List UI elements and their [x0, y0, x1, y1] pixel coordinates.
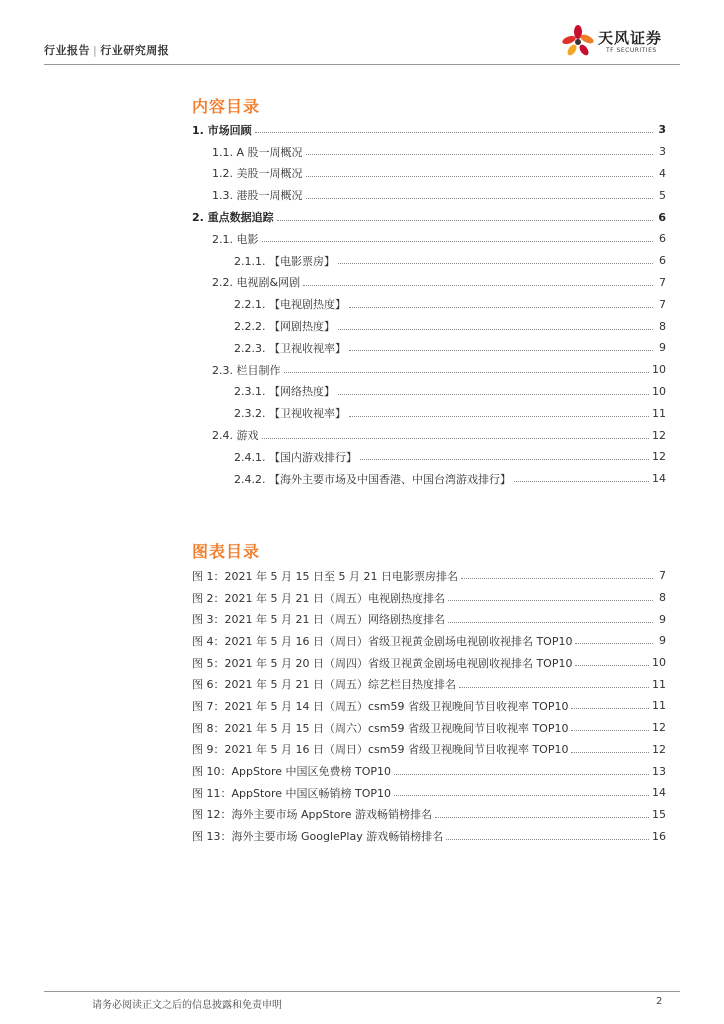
figure-entry[interactable] — [192, 739, 666, 761]
toc-entry-label: 2. 重点数据追踪 — [192, 211, 274, 225]
figure-entry-page: 16 — [652, 829, 666, 843]
figure-leader-dots — [394, 795, 649, 796]
header-divider — [44, 64, 680, 65]
toc-entry-page: 11 — [652, 406, 666, 420]
figure-entry[interactable] — [192, 825, 666, 847]
figure-entry-label: 图 7：2021 年 5 月 14 日（周五）csm59 省级卫视晚间节目收视率 TOP10 — [192, 699, 569, 713]
figure-entry-page: 7 — [659, 569, 666, 583]
logo-chinese-name: 天风证券 — [598, 29, 663, 47]
toc-leader-dots — [360, 459, 649, 460]
toc-entry-page: 12 — [652, 450, 666, 464]
toc-entry-label: 1.3. 港股一周概况 — [212, 189, 303, 203]
toc-entry-page: 6 — [658, 210, 666, 224]
toc-entry-label: 2.4.1. 【国内游戏排行】 — [234, 450, 357, 464]
toc-leader-dots — [284, 372, 650, 373]
toc-entry-page: 6 — [659, 232, 666, 246]
figure-entry-label: 图 5：2021 年 5 月 20 日（周四）省级卫视黄金剧场电视剧收视排名 TOP10 — [192, 656, 573, 670]
toc-entry[interactable] — [192, 424, 666, 446]
figure-entry-page: 9 — [659, 634, 666, 648]
figure-leader-dots — [459, 687, 649, 688]
toc-leader-dots — [306, 154, 653, 155]
toc-entry-page: 9 — [659, 341, 666, 355]
figures-title: 图表目录 — [192, 542, 261, 561]
figure-leader-dots — [575, 665, 649, 666]
toc-entry-label: 2.2.2. 【网剧热度】 — [234, 320, 335, 334]
toc-entry[interactable] — [192, 446, 666, 468]
figure-entry-page: 8 — [659, 591, 666, 605]
figure-entry-label: 图 9：2021 年 5 月 16 日（周日）csm59 省级卫视晚间节目收视率 TOP10 — [192, 743, 569, 757]
toc-entry-label: 2.4.2. 【海外主要市场及中国香港、中国台湾游戏排行】 — [234, 472, 511, 486]
toc-entry-page: 8 — [659, 319, 666, 333]
figure-leader-dots — [571, 730, 649, 731]
toc-leader-dots — [262, 438, 650, 439]
toc-entry-page: 10 — [652, 384, 666, 398]
figure-entry[interactable] — [192, 565, 666, 587]
toc-entry-page: 5 — [659, 188, 666, 202]
toc-entry-page: 3 — [659, 145, 666, 159]
toc-entry-page: 10 — [652, 363, 666, 377]
toc-entry[interactable] — [192, 468, 666, 490]
toc-entry[interactable] — [192, 184, 666, 206]
figure-entry[interactable] — [192, 630, 666, 652]
toc-leader-dots — [338, 394, 649, 395]
toc-entry-page: 14 — [652, 472, 666, 486]
toc-leader-dots — [514, 481, 649, 482]
toc-entry[interactable] — [192, 359, 666, 381]
toc-leader-dots — [349, 350, 653, 351]
toc-entry-label: 2.3.2. 【卫视收视率】 — [234, 407, 346, 421]
header-breadcrumb: 行业报告 | 行业研究周报 — [44, 44, 170, 57]
toc-entry[interactable] — [192, 272, 666, 294]
figure-entry-page: 9 — [659, 612, 666, 626]
toc-entry-label: 1. 市场回顾 — [192, 123, 252, 137]
toc-entry-label: 2.2. 电视剧&网剧 — [212, 276, 301, 290]
figure-entry-page: 10 — [652, 656, 666, 670]
flower-logo-icon — [560, 24, 596, 58]
figure-entry[interactable] — [192, 587, 666, 609]
toc-entry[interactable] — [192, 381, 666, 403]
toc-title: 内容目录 — [192, 97, 261, 116]
toc-entry-page: 12 — [652, 428, 666, 442]
figure-entry-page: 12 — [652, 721, 666, 735]
logo-english-name: TF SECURITIES — [606, 47, 657, 54]
toc-leader-dots — [306, 176, 654, 177]
figure-entry[interactable] — [192, 782, 666, 804]
page-number: 2 — [656, 996, 663, 1007]
figure-leader-dots — [575, 643, 653, 644]
figure-entry[interactable] — [192, 695, 666, 717]
toc-entry-label: 2.4. 游戏 — [212, 429, 259, 443]
figure-entry-label: 图 1：2021 年 5 月 15 日至 5 月 21 日电影票房排名 — [192, 569, 458, 583]
figure-entry-page: 13 — [652, 764, 666, 778]
toc-entry[interactable] — [192, 337, 666, 359]
toc-entry-label: 2.1.1. 【电影票房】 — [234, 254, 335, 268]
toc-entry[interactable] — [192, 206, 666, 228]
figure-leader-dots — [446, 839, 649, 840]
toc-entry[interactable] — [192, 228, 666, 250]
figure-entry-label: 图 13：海外主要市场 GooglePlay 游戏畅销榜排名 — [192, 830, 444, 844]
figure-entry-page: 12 — [652, 742, 666, 756]
figure-leader-dots — [461, 578, 653, 579]
header-subcategory: 行业研究周报 — [100, 44, 170, 57]
figure-entry[interactable] — [192, 760, 666, 782]
figure-entry-label: 图 10：AppStore 中国区免费榜 TOP10 — [192, 765, 392, 779]
toc-entry[interactable] — [192, 250, 666, 272]
toc-entry-label: 1.1. A 股一周概况 — [212, 145, 303, 159]
toc-entry[interactable] — [192, 141, 666, 163]
figure-entry-page: 14 — [652, 786, 666, 800]
toc-leader-dots — [349, 307, 653, 308]
figure-entry-label: 图 2：2021 年 5 月 21 日（周五）电视剧热度排名 — [192, 591, 445, 605]
figure-entry-page: 11 — [652, 699, 666, 713]
toc-entry-page: 3 — [658, 123, 666, 137]
toc-leader-dots — [277, 220, 653, 221]
figure-entry[interactable] — [192, 673, 666, 695]
figure-entry-label: 图 8：2021 年 5 月 15 日（周六）csm59 省级卫视晚间节目收视率 TOP10 — [192, 721, 569, 735]
toc-leader-dots — [303, 285, 653, 286]
figure-entry-label: 图 12：海外主要市场 AppStore 游戏畅销榜排名 — [192, 808, 433, 822]
toc-leader-dots — [262, 241, 654, 242]
toc-leader-dots — [306, 198, 654, 199]
toc-entry[interactable] — [192, 163, 666, 185]
toc-entry[interactable] — [192, 315, 666, 337]
figure-entry-label: 图 4：2021 年 5 月 16 日（周日）省级卫视黄金剧场电视剧收视排名 TOP10 — [192, 634, 573, 648]
toc-entry-page: 7 — [659, 297, 666, 311]
table-of-contents — [192, 119, 666, 490]
figure-entry[interactable] — [192, 652, 666, 674]
toc-entry-label: 2.2.3. 【卫视收视率】 — [234, 341, 346, 355]
figure-leader-dots — [394, 774, 649, 775]
toc-entry-label: 1.2. 美股一周概况 — [212, 167, 303, 181]
toc-entry-label: 2.3. 栏目制作 — [212, 363, 281, 377]
figure-leader-dots — [448, 600, 653, 601]
toc-entry-label: 2.1. 电影 — [212, 232, 259, 246]
company-logo — [560, 24, 680, 58]
figure-entry-label: 图 11：AppStore 中国区畅销榜 TOP10 — [192, 786, 392, 800]
figure-leader-dots — [571, 752, 649, 753]
toc-entry-page: 6 — [659, 254, 666, 268]
figure-leader-dots — [448, 622, 653, 623]
figure-entry-page: 11 — [652, 677, 666, 691]
figure-list — [192, 565, 666, 847]
footer-divider — [44, 991, 680, 992]
toc-entry-page: 7 — [659, 275, 666, 289]
footer-disclaimer: 请务必阅读正文之后的信息披露和免责申明 — [92, 1000, 282, 1011]
figure-entry[interactable] — [192, 804, 666, 826]
toc-leader-dots — [255, 132, 653, 133]
toc-leader-dots — [338, 263, 653, 264]
toc-entry-label: 2.3.1. 【网络热度】 — [234, 385, 335, 399]
toc-entry[interactable] — [192, 293, 666, 315]
figure-leader-dots — [435, 817, 649, 818]
figure-entry-label: 图 3：2021 年 5 月 21 日（周五）网络剧热度排名 — [192, 613, 445, 627]
figure-entry-label: 图 6：2021 年 5 月 21 日（周五）综艺栏目热度排名 — [192, 678, 456, 692]
toc-entry[interactable] — [192, 402, 666, 424]
toc-entry[interactable] — [192, 119, 666, 141]
figure-leader-dots — [571, 708, 649, 709]
toc-entry-page: 4 — [659, 166, 666, 180]
toc-entry-label: 2.2.1. 【电视剧热度】 — [234, 298, 346, 312]
figure-entry[interactable] — [192, 608, 666, 630]
header-category: 行业报告 — [44, 44, 90, 57]
figure-entry[interactable] — [192, 717, 666, 739]
toc-leader-dots — [349, 416, 649, 417]
toc-leader-dots — [338, 329, 653, 330]
page-header — [44, 30, 680, 66]
figure-entry-page: 15 — [652, 807, 666, 821]
